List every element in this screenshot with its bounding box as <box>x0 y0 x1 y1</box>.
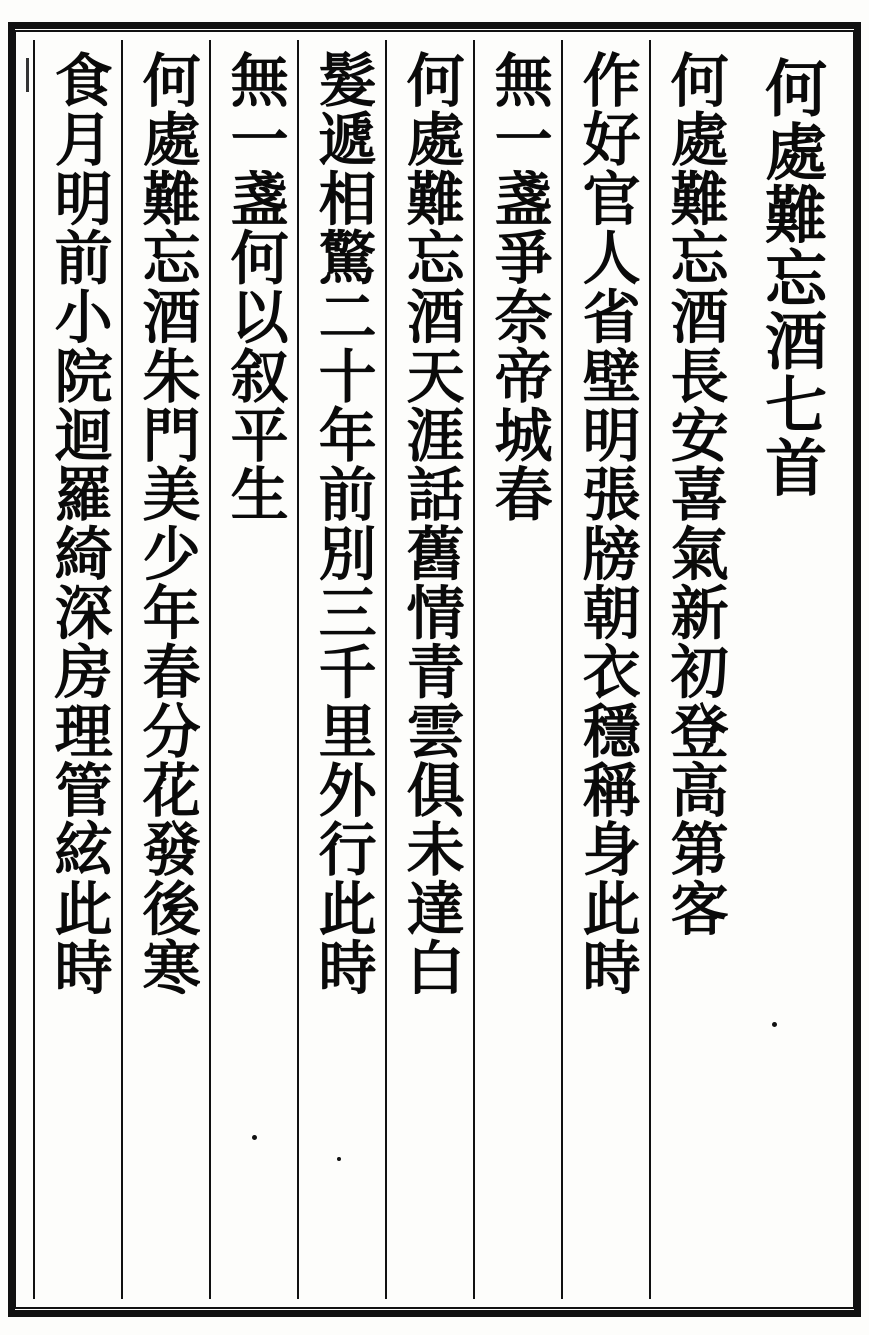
text-line-5: 髮遞相驚二十年前別三千里外行此時 <box>308 50 377 997</box>
column-title <box>737 40 845 1299</box>
text-line-7: 何處難忘酒朱門美少年春分花發後寒 <box>132 50 201 997</box>
vertical-text-block <box>24 40 845 1299</box>
ink-speck <box>337 1157 341 1161</box>
text-line-3: 無一盞爭奈帝城春 <box>484 50 553 524</box>
column-line-7 <box>121 40 209 1299</box>
column-line-3 <box>473 40 561 1299</box>
text-line-2: 作好官人省壁明張牓朝衣穩稱身此時 <box>572 50 641 997</box>
text-line-8: 食月明前小院迴羅綺深房理管絃此時 <box>44 50 113 997</box>
column-line-6 <box>209 40 297 1299</box>
text-line-1: 何處難忘酒長安喜氣新初登高第客 <box>660 50 729 938</box>
column-line-8 <box>33 40 121 1299</box>
column-line-1 <box>649 40 737 1299</box>
column-line-2 <box>561 40 649 1299</box>
text-line-6: 無一盞何以叙平生 <box>220 50 289 524</box>
margin-tick-mark <box>26 58 29 92</box>
ink-speck <box>772 1022 777 1027</box>
text-line-4: 何處難忘酒天涯話舊情青雲俱未達白 <box>396 50 465 997</box>
ink-speck <box>252 1135 257 1140</box>
poem-title: 何處難忘酒七首 <box>754 56 828 499</box>
column-line-4 <box>385 40 473 1299</box>
column-line-5 <box>297 40 385 1299</box>
